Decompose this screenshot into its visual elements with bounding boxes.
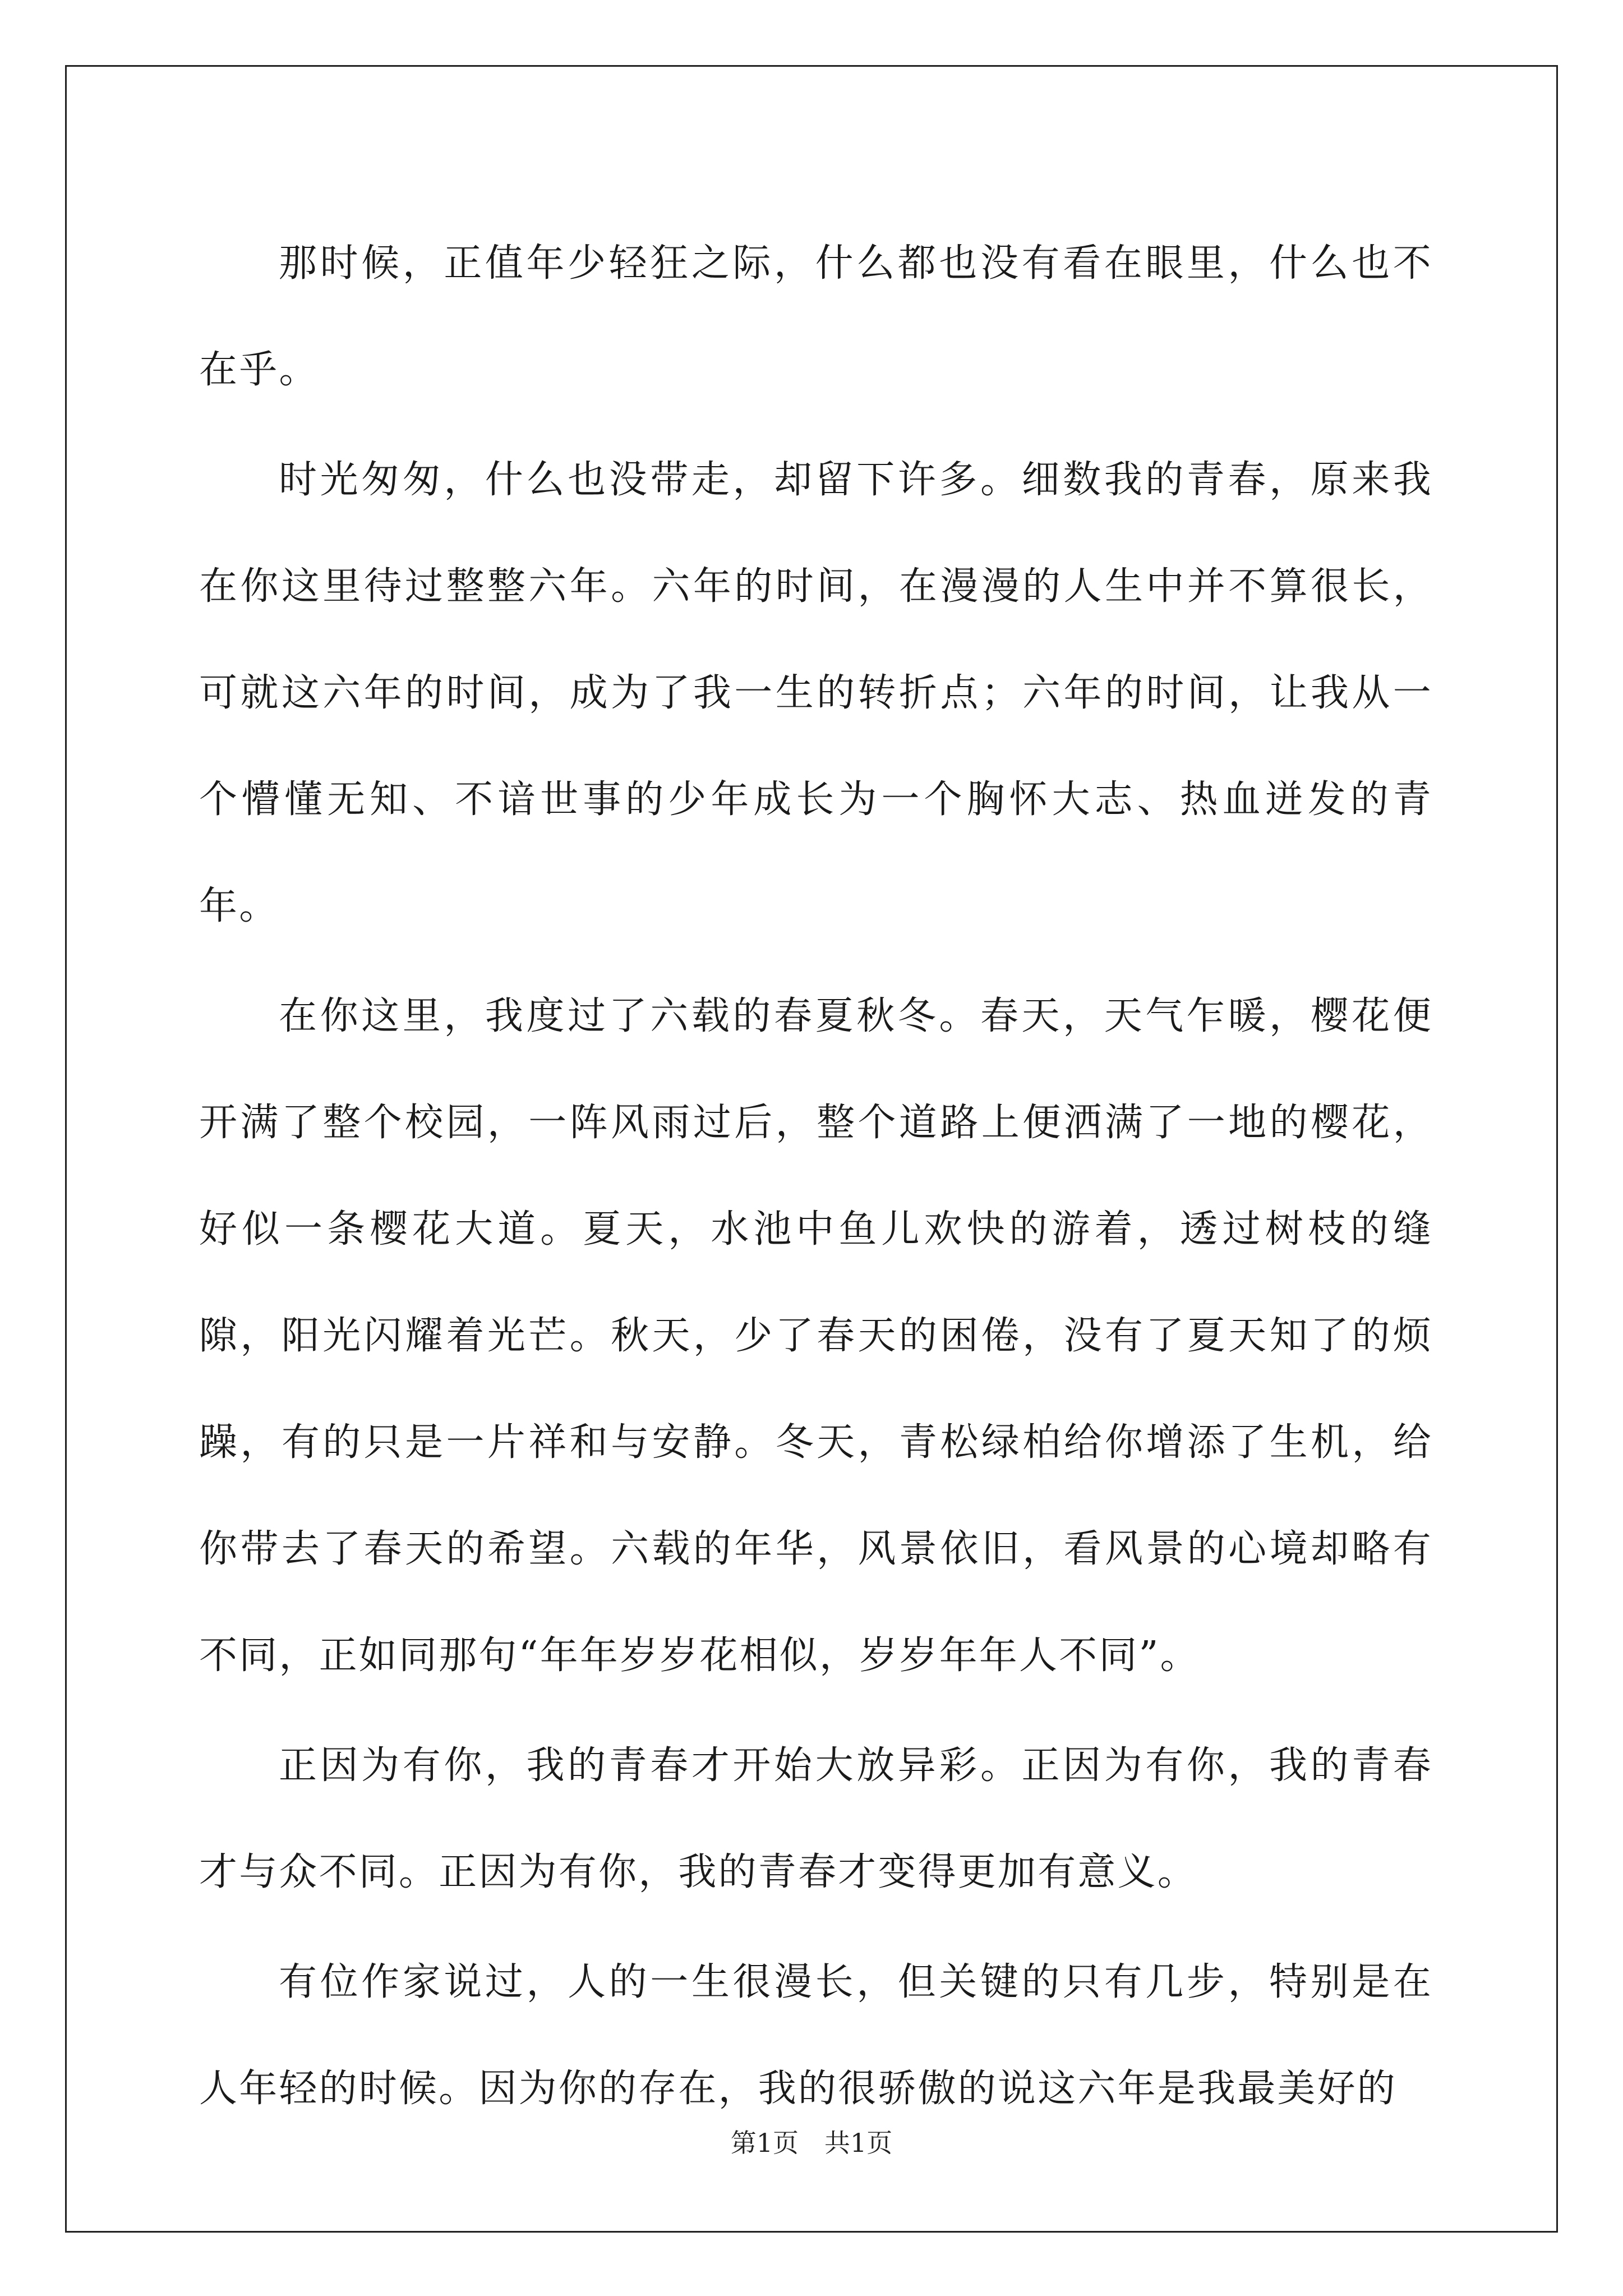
page-number: 第1页 — [730, 2128, 799, 2158]
paragraph-2: 时光匆匆，什么也没带走，却留下许多。细数我的青春，原来我在你这里待过整整六年。六年的时间，在漫漫的人生中并不算很长，可就这六年的时间，成为了我一生的转折点；六年的时间，让我从一个懵懂无知、不谙世事的少年成长为一个胸怀大志、热血迸发的青年。 — [199, 458, 1433, 928]
page-footer — [0, 2126, 1623, 2160]
page-total: 共1页 — [824, 2128, 893, 2158]
paragraph-4: 正因为有你，我的青春才开始大放异彩。正因为有你，我的青春才与众不同。正因为有你，我的青春才变得更加有意义。 — [199, 1743, 1433, 1894]
document-body — [199, 210, 1433, 2146]
paragraph-1: 那时候，正值年少轻狂之际，什么都也没有看在眼里，什么也不在乎。 — [199, 241, 1433, 392]
paragraph-3: 在你这里，我度过了六载的春夏秋冬。春天，天气乍暖，樱花便开满了整个校园，一阵风雨过后，整个道路上便洒满了一地的樱花，好似一条樱花大道。夏天，水池中鱼儿欢快的游着，透过树枝的缝隙，阳光闪耀着光芒。秋天，少了春天的困倦，没有了夏天知了的烦躁，有的只是一片祥和与安静。冬天，青松绿柏给你增添了生机，给你带去了春天的希望。六载的年华，风景依旧，看风景的心境却略有不同，正如同那句“年年岁岁花相似，岁岁年年人不同”。 — [199, 994, 1433, 1678]
paragraph-5: 有位作家说过，人的一生很漫长，但关键的只有几步，特别是在人年轻的时候。因为你的存在，我的很骄傲的说这六年是我最美好的 — [199, 1960, 1433, 2111]
